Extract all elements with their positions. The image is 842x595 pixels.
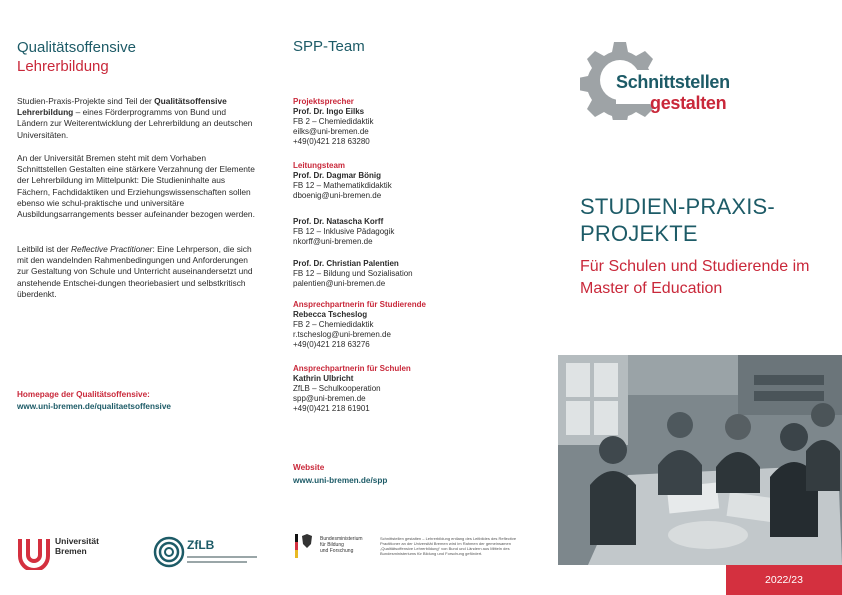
zflb-subline-1 — [187, 556, 257, 558]
heading-line-2: Lehrerbildung — [17, 58, 109, 75]
person-email[interactable]: spp@uni-bremen.de — [293, 394, 366, 403]
heading-line-1: Qualitätsoffensive — [17, 39, 136, 56]
zflb-wordmark: ZfLB — [187, 538, 215, 552]
uni-bremen-icon — [17, 536, 51, 570]
bmbf-logo — [293, 520, 373, 580]
person-email[interactable]: r.tscheslog@uni-bremen.de — [293, 330, 391, 339]
person-phone: +49(0)421 218 63276 — [293, 340, 370, 349]
person-dept: FB 2 – Chemiedidaktik — [293, 117, 374, 126]
funding-notice: Schnittstellen gestalten – Lehrerbildung entlang des Leitbildes des Reflective Practitioner an der Universität Bremen wird im Rahmen der gemeinsamen „Qualitätsoffensive Lehrerbildung“ von Bund und Ländern aus Mitteln des Bundesministeriums für Bildung und Forschung gefördert. — [380, 536, 517, 556]
role-label: Ansprechpartnerin für Schulen — [293, 364, 411, 373]
cover-title-line-1: STUDIEN-PRAXIS- — [580, 194, 775, 219]
workshop-photo — [558, 355, 842, 565]
schulen-contact-block — [293, 363, 493, 414]
website-label: Website — [293, 463, 325, 472]
role-label: Projektsprecher — [293, 97, 354, 106]
person-name: Prof. Dr. Christian Palentien — [293, 259, 399, 268]
uni-bremen-wordmark — [55, 536, 99, 556]
year-label: 2022/23 — [765, 574, 803, 586]
person-phone: +49(0)421 218 61901 — [293, 404, 370, 413]
person-name: Kathrin Ulbricht — [293, 374, 354, 383]
team-panel — [293, 0, 517, 595]
leitbild-paragraph — [17, 244, 257, 300]
cover-title — [580, 193, 775, 247]
intro-text-c: – eines Förderprogramms von Bund und Ländern zur Weiterentwicklung der Lehrerbildung an deutschen Universitäten. — [17, 107, 253, 140]
person-name: Prof. Dr. Natascha Korff — [293, 217, 384, 226]
vorhaben-paragraph: An der Universität Bremen steht mit dem Vorhaben Schnittstellen Gestalten eine stärkere Verzahnung der Elemente der Lehrerbildung im Mittelpunkt: Die Studieninhalte aus Fächern, Fachdidaktiken und Erziehungswissenschaften sollen ebenso wie schul-praktische und universitäre Ausbildungsarrangements besser aufeinander bezogen werden. — [17, 153, 255, 220]
intro-paragraph — [17, 96, 257, 141]
person-dept: ZfLB – Schulkooperation — [293, 384, 381, 393]
projektsprecher-block — [293, 96, 493, 147]
role-label: Ansprechpartnerin für Studierende — [293, 300, 426, 309]
zflb-logo — [153, 536, 263, 570]
brand-line-1: Schnittstellen — [616, 72, 730, 92]
person-email[interactable]: dboenig@uni-bremen.de — [293, 191, 382, 200]
ub-line-1: Universität — [55, 536, 99, 546]
homepage-label: Homepage der Qualitätsoffensive: — [17, 390, 150, 399]
intro-text-a: Studien-Praxis-Projekte sind Teil der — [17, 96, 155, 106]
person-dept: FB 12 – Mathematikdidaktik — [293, 181, 392, 190]
leitbild-text-a: Leitbild ist der — [17, 244, 71, 254]
website-link[interactable]: www.uni-bremen.de/spp — [293, 476, 388, 485]
bmbf-wordmark — [320, 536, 363, 554]
year-badge — [726, 565, 842, 595]
cover-subtitle: Für Schulen und Studierende im Master of Education — [580, 258, 810, 297]
zflb-circle-icon — [153, 536, 185, 568]
qualitaetsoffensive-heading — [17, 38, 136, 76]
person-email[interactable]: eilks@uni-bremen.de — [293, 127, 369, 136]
workshop-photo-illustration — [558, 355, 842, 565]
brand-line-2: gestalten — [650, 93, 727, 113]
spp-team-heading: SPP-Team — [293, 38, 365, 55]
bmbf-line-1: Bundesministerium — [320, 536, 363, 542]
intro-text-bold: Qualitätsoffensive Lehrerbildung — [17, 96, 227, 118]
zflb-subline-2 — [187, 561, 247, 563]
uni-bremen-logo — [17, 536, 137, 568]
studierende-contact-block — [293, 299, 493, 350]
person-dept: FB 12 – Bildung und Sozialisation — [293, 269, 413, 278]
person-name: Prof. Dr. Ingo Eilks — [293, 107, 365, 116]
person-phone: +49(0)421 218 63280 — [293, 137, 370, 146]
cover-title-line-2: PROJEKTE — [580, 221, 698, 246]
left-panel — [17, 0, 262, 595]
palentien-block — [293, 259, 493, 289]
person-name: Rebecca Tscheslog — [293, 310, 368, 319]
bmbf-line-3: und Forschung — [320, 548, 354, 554]
ub-line-2: Bremen — [55, 546, 87, 556]
leitbild-text-italic: Reflective Practitioner — [71, 244, 153, 254]
person-dept: FB 2 – Chemiedidaktik — [293, 320, 374, 329]
role-label: Leitungsteam — [293, 161, 346, 170]
person-email[interactable]: nkorff@uni-bremen.de — [293, 237, 373, 246]
person-email[interactable]: palentien@uni-bremen.de — [293, 279, 386, 288]
korff-block — [293, 217, 493, 247]
leitungsteam-block — [293, 160, 493, 201]
leitbild-text-c: : Eine Lehrperson, die sich mit den wandelnden Rahmenbedingungen und Anforderungen zur Gestaltung von Schule und Unterricht auseinandersetzt und anstehende Entschei-dungen theoriebasiert und selbstkritisch überdenkt. — [17, 244, 253, 299]
cover-panel — [558, 0, 842, 595]
bmbf-line-2: für Bildung — [320, 542, 344, 548]
homepage-link[interactable]: www.uni-bremen.de/qualitaetsoffensive — [17, 402, 171, 411]
person-name: Prof. Dr. Dagmar Bönig — [293, 171, 382, 180]
person-dept: FB 12 – Inklusive Pädagogik — [293, 227, 395, 236]
